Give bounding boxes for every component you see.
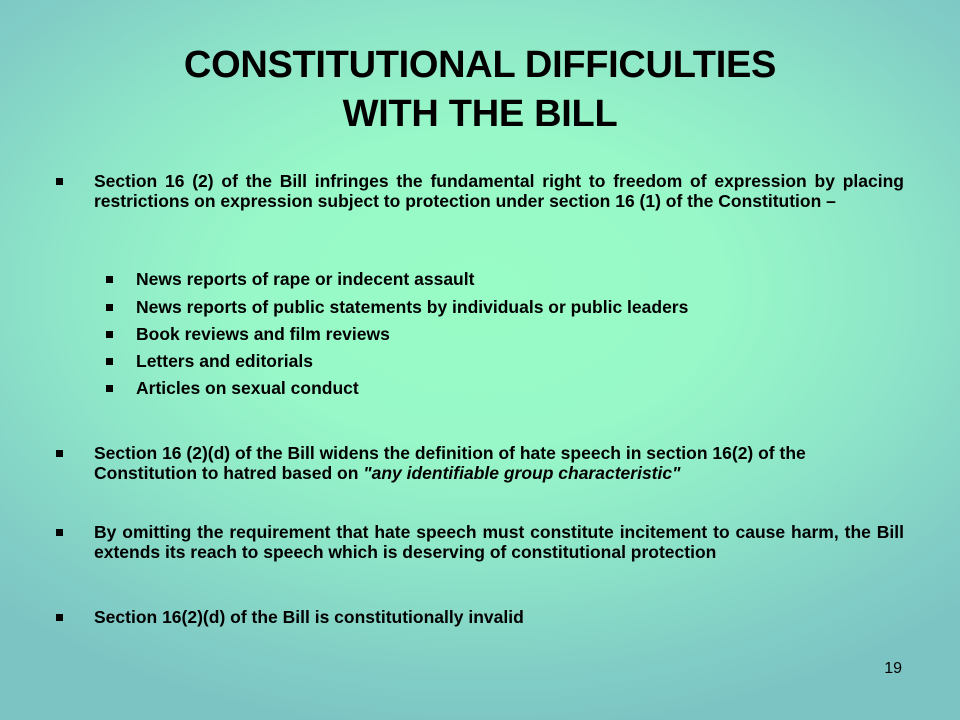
bullet-text-emphasis: "any identifiable group characteristic" bbox=[363, 462, 681, 483]
square-bullet-icon bbox=[56, 614, 63, 621]
square-bullet-icon bbox=[106, 276, 113, 283]
bullet-item-2 bbox=[56, 444, 904, 483]
sub-bullet-item-4 bbox=[106, 351, 906, 371]
bullet-item-4 bbox=[56, 608, 904, 628]
sub-bullet-text: Letters and editorials bbox=[136, 351, 313, 371]
square-bullet-icon bbox=[106, 385, 113, 392]
page-number: 19 bbox=[884, 660, 902, 677]
bullet-text bbox=[94, 444, 904, 483]
bullet-text-prefix: Section 16 (2)(d) of the Bill widens the definition of hate speech in section 16(2) of the Constitution to hatred based on bbox=[94, 443, 806, 483]
sub-bullet-text: Articles on sexual conduct bbox=[136, 378, 359, 398]
square-bullet-icon bbox=[56, 178, 63, 185]
sub-bullet-text: Book reviews and film reviews bbox=[136, 324, 390, 344]
sub-bullet-text: News reports of public statements by individuals or public leaders bbox=[136, 297, 689, 317]
bullet-item-1 bbox=[56, 172, 904, 211]
square-bullet-icon bbox=[106, 358, 113, 365]
square-bullet-icon bbox=[106, 304, 113, 311]
square-bullet-icon bbox=[106, 331, 113, 338]
bullet-item-3 bbox=[56, 523, 904, 562]
title-line-1: CONSTITUTIONAL DIFFICULTIES bbox=[183, 44, 777, 86]
sub-bullet-item-5 bbox=[106, 378, 906, 398]
title-line-2: WITH THE BILL bbox=[342, 93, 618, 135]
sub-bullet-item-2 bbox=[106, 297, 906, 317]
square-bullet-icon bbox=[56, 450, 63, 457]
sub-bullet-item-3 bbox=[106, 324, 906, 344]
bullet-text: Section 16 (2) of the Bill infringes the fundamental right to freedom of expression by placing restrictions on expression subject to protection under section 16 (1) of the Constitution – bbox=[94, 171, 904, 211]
slide-title bbox=[0, 41, 960, 139]
sub-bullet-text: News reports of rape or indecent assault bbox=[136, 269, 475, 289]
bullet-text: By omitting the requirement that hate speech must constitute incitement to cause harm, the Bill extends its reach to speech which is deserving of constitutional protection bbox=[94, 522, 904, 562]
square-bullet-icon bbox=[56, 529, 63, 536]
bullet-text: Section 16(2)(d) of the Bill is constitutionally invalid bbox=[94, 607, 524, 627]
sub-bullet-item-1 bbox=[106, 269, 906, 289]
